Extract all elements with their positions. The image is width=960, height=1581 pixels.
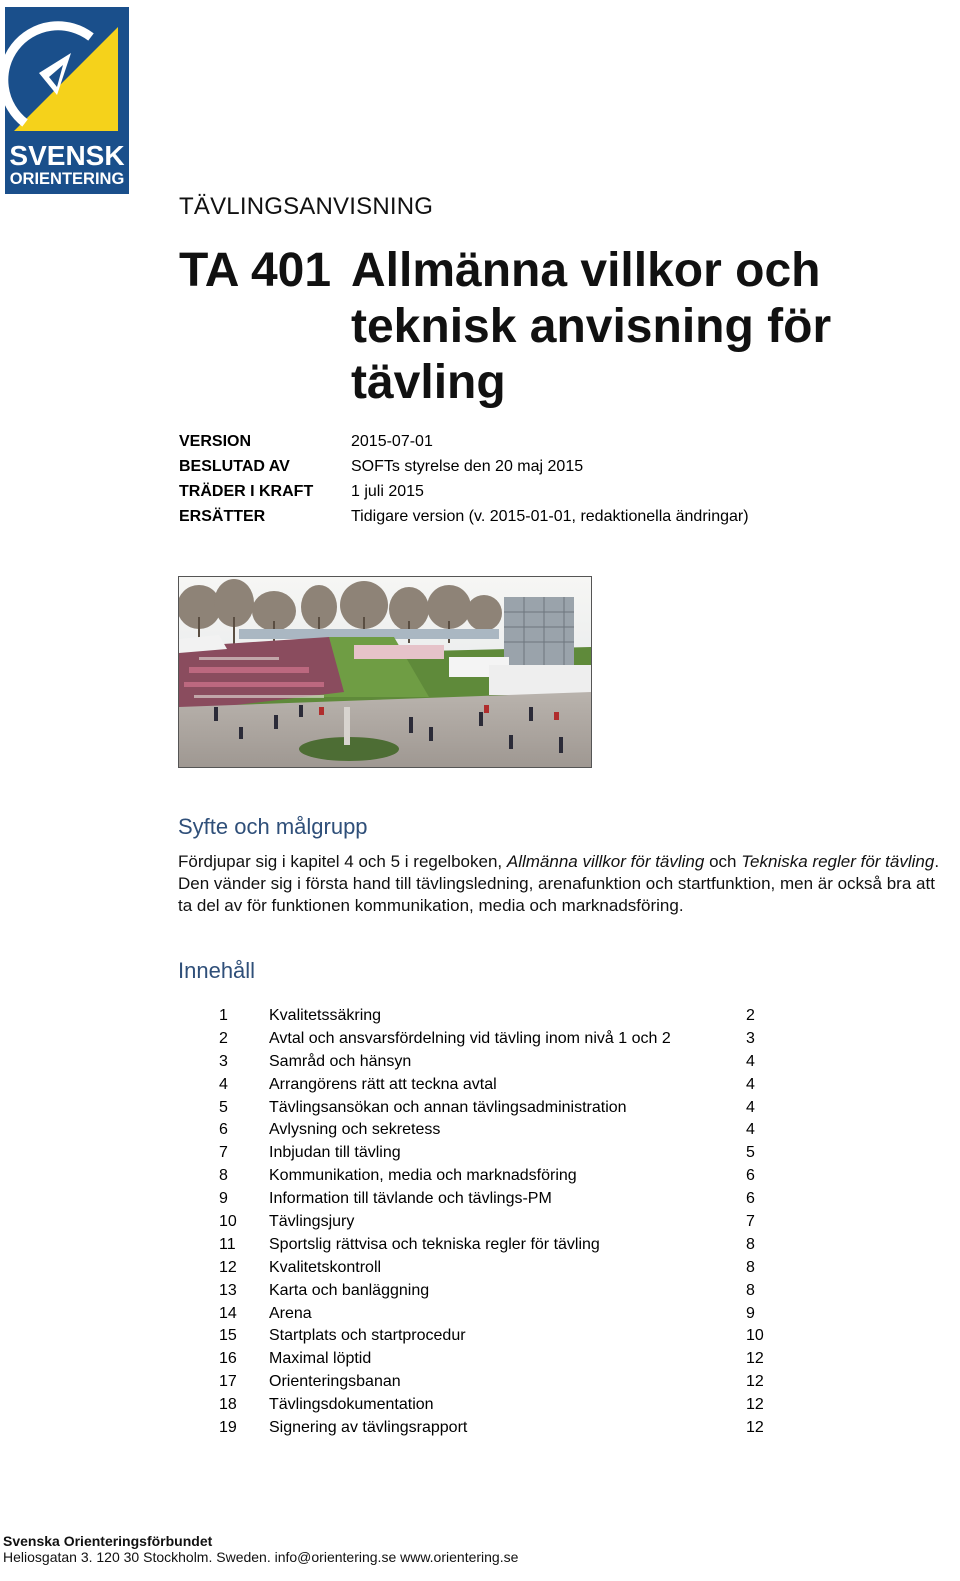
purpose-paragraph: [178, 851, 948, 917]
meta-value: 2015-07-01: [351, 433, 433, 450]
toc-page: 5: [746, 1144, 755, 1162]
title-line1: Allmänna villkor och: [351, 244, 821, 297]
toc-title: Inbjudan till tävling: [269, 1144, 401, 1162]
toc-title: Samråd och hänsyn: [269, 1052, 412, 1070]
toc-number: 18: [219, 1396, 237, 1414]
toc-page: 9: [746, 1304, 755, 1322]
toc-heading: Innehåll: [178, 958, 256, 983]
meta-value: Tidigare version (v. 2015-01-01, redaktionella ändringar): [351, 508, 749, 525]
meta-label: BESLUTAD AV: [179, 458, 290, 475]
document-title: [179, 243, 831, 411]
purpose-heading: Syfte och målgrupp: [178, 814, 368, 839]
toc-title: Avlysning och sekretess: [269, 1121, 441, 1139]
meta-row-version: [179, 429, 749, 454]
meta-value: 1 juli 2015: [351, 483, 424, 500]
purpose-ref-technical-rules: Tekniska regler för tävling: [741, 852, 935, 871]
svensk-orientering-logo: [5, 7, 129, 194]
toc-number: 3: [219, 1052, 228, 1070]
toc-page: 6: [746, 1167, 755, 1185]
toc-number: 14: [219, 1304, 237, 1322]
toc-number: 15: [219, 1327, 237, 1345]
toc-number: 11: [219, 1235, 236, 1253]
footer-address: Heliosgatan 3. 120 30 Stockholm. Sweden. info@orientering.se www.orientering.se: [3, 1549, 519, 1565]
toc-number: 8: [219, 1167, 228, 1185]
footer: [3, 1533, 518, 1565]
toc-page: 6: [746, 1190, 755, 1208]
toc-title: Kvalitetskontroll: [269, 1258, 382, 1276]
purpose-text-end: . Den vänder sig i första hand till tävlingsledning, arenafunktion och startfunktion, men är också bra att ta del av för funktionen kommunikation, media och marknadsföring.: [178, 852, 940, 915]
toc-title: Orienteringsbanan: [269, 1373, 401, 1391]
toc-number: 13: [219, 1281, 237, 1299]
toc-number: 19: [219, 1419, 237, 1437]
toc-page: 2: [746, 1007, 755, 1024]
toc-page: 4: [746, 1098, 755, 1116]
toc-page: 4: [746, 1121, 755, 1139]
toc-page: 4: [746, 1075, 755, 1093]
purpose-ref-general-terms: Allmänna villkor för tävling: [506, 852, 705, 871]
toc-page: 8: [746, 1281, 755, 1299]
toc-title: Tävlingsdokumentation: [269, 1396, 434, 1414]
title-line2: teknisk anvisning för: [351, 300, 832, 353]
toc-page: 10: [746, 1327, 764, 1345]
toc-title: Maximal löptid: [269, 1350, 372, 1368]
toc-title: Karta och banläggning: [269, 1281, 430, 1299]
toc-number: 17: [219, 1373, 237, 1391]
toc-page: 7: [746, 1213, 755, 1231]
meta-label: VERSION: [179, 433, 252, 450]
document-type: TÄVLINGSANVISNING: [179, 193, 434, 220]
meta-row-decided-by: [179, 454, 749, 479]
toc-page: 12: [746, 1350, 764, 1368]
meta-label: ERSÄTTER: [179, 508, 266, 525]
toc-number: 7: [219, 1144, 228, 1162]
toc-number: 10: [219, 1213, 237, 1231]
toc-title: Sportslig rättvisa och tekniska regler för tävling: [269, 1235, 600, 1253]
toc-page: 8: [746, 1235, 755, 1253]
toc-title: Information till tävlande och tävlings-PM: [269, 1190, 552, 1208]
toc-number: 16: [219, 1350, 237, 1368]
logo-wordmark-line2: ORIENTERING: [9, 170, 125, 188]
toc-number: 2: [219, 1029, 228, 1047]
toc-page: 8: [746, 1258, 755, 1276]
toc-number: 1: [219, 1007, 228, 1024]
toc-page: 3: [746, 1029, 755, 1047]
meta-label: TRÄDER I KRAFT: [179, 483, 314, 500]
logo-wordmark-line1: SVENSK: [9, 140, 125, 171]
toc-page: 12: [746, 1373, 764, 1391]
toc-number: 6: [219, 1121, 228, 1139]
toc-title: Tävlingsansökan och annan tävlingsadministration: [269, 1098, 627, 1116]
toc-title: Avtal och ansvarsfördelning vid tävling inom nivå 1 och 2: [269, 1029, 671, 1047]
arena-crowd-image: [179, 577, 591, 767]
toc-number: 12: [219, 1258, 237, 1276]
toc-page: 4: [746, 1052, 755, 1070]
arena-photo: [178, 576, 592, 768]
toc-number: 9: [219, 1190, 228, 1208]
toc-title: Tävlingsjury: [269, 1213, 355, 1231]
meta-value: SOFTs styrelse den 20 maj 2015: [351, 458, 584, 475]
metadata-table: [179, 429, 749, 529]
toc-page: 12: [746, 1419, 764, 1437]
toc-title: Startplats och startprocedur: [269, 1327, 466, 1345]
toc-number: 5: [219, 1098, 228, 1116]
meta-row-effective: [179, 479, 749, 504]
toc-number: 4: [219, 1075, 228, 1093]
toc-title: Arrangörens rätt att teckna avtal: [269, 1075, 497, 1093]
purpose-text-start: Fördjupar sig i kapitel 4 och 5 i regelboken,: [178, 852, 503, 871]
toc-page: 12: [746, 1396, 764, 1414]
toc-title: Arena: [269, 1304, 312, 1322]
title-line3: tävling: [351, 356, 506, 409]
meta-row-replaces: [179, 504, 749, 529]
footer-organization: Svenska Orienteringsförbundet: [3, 1533, 213, 1549]
title-number: TA 401: [179, 244, 332, 297]
purpose-text-and: och: [709, 852, 737, 871]
toc-title: Signering av tävlingsrapport: [269, 1419, 468, 1437]
toc-title: Kvalitetssäkring: [269, 1007, 382, 1024]
toc-title: Kommunikation, media och marknadsföring: [269, 1167, 577, 1185]
